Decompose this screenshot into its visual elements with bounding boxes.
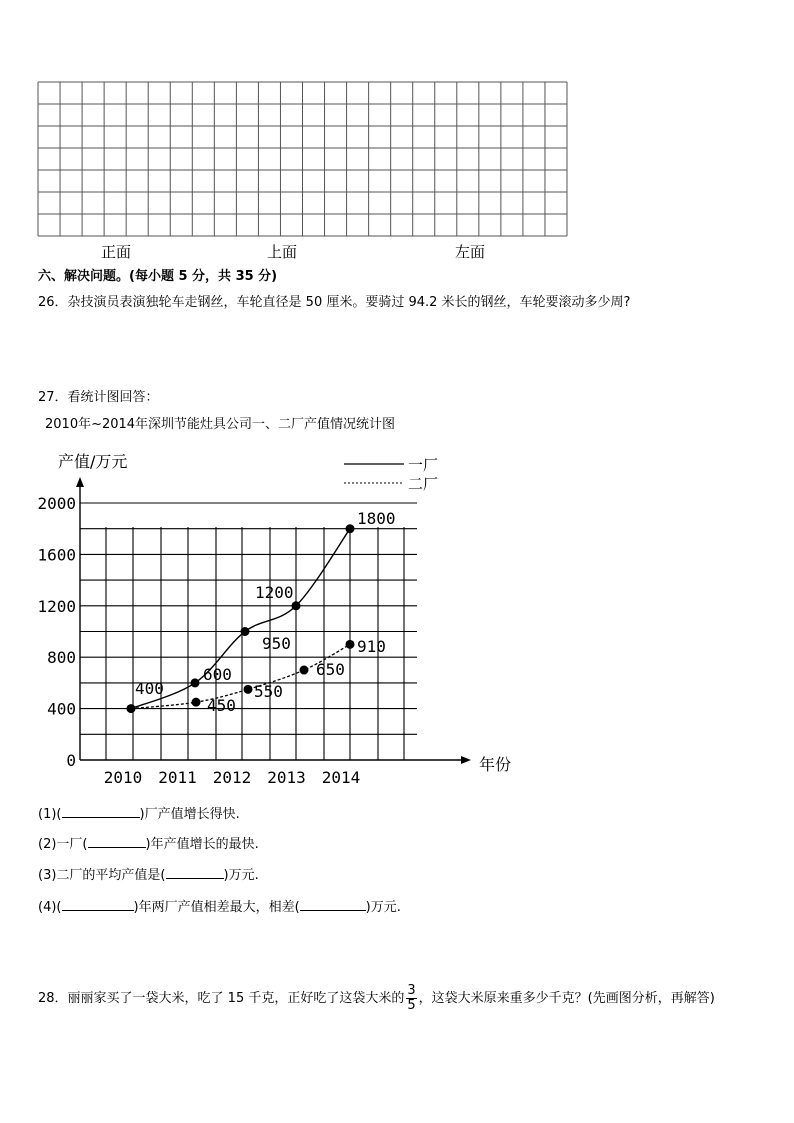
question-27-4 [38,896,401,915]
x-tick-label: 2012 [212,768,252,787]
q27-1-pre: (1)( [38,807,62,822]
legend-label-series-2: 二厂 [408,475,439,493]
answer-blank[interactable] [88,835,146,848]
x-tick-label: 2013 [267,768,306,787]
q27-1-post: )厂产值增长得快. [139,807,240,822]
top-view-label: 上面 [267,243,298,261]
data-label-factory-1: 1800 [357,509,396,528]
question-27-prompt: 27．看统计图回答： [38,390,159,405]
x-tick-label: 2011 [158,768,197,787]
answer-blank[interactable] [300,898,366,911]
answer-blank[interactable] [166,866,224,879]
data-point-factory-2 [192,698,201,707]
question-27-1 [38,803,240,822]
fraction-denominator: 5 [407,998,416,1013]
section-six-title: 六、解决问题。(每小题 5 分，共 35 分) [38,269,278,284]
data-point-factory-1 [346,524,355,533]
y-tick-label: 1600 [37,545,76,565]
data-point-factory-1 [127,704,136,713]
y-tick-label: 2000 [37,494,76,513]
chart-title: 2010年~2014年深圳节能灶具公司一、二厂产值情况统计图 [45,417,396,432]
y-tick-label: 0 [66,751,76,770]
data-label-factory-1: 600 [203,665,232,684]
q27-2-post: )年产值增长的最快. [145,837,259,852]
data-label-factory-1: 400 [135,679,164,698]
q28-pre: 28．丽丽家买了一袋大米，吃了 15 千克，正好吃了这袋大米的 [38,991,405,1006]
front-view-label: 正面 [101,243,132,261]
data-point-factory-2 [300,666,309,675]
data-point-factory-1 [241,627,250,636]
answer-blank[interactable] [62,898,134,911]
q27-4-mid: )年两厂产值相差最大，相差( [133,900,300,915]
answer-blank[interactable] [62,805,140,818]
legend-label-series-1: 一厂 [408,456,439,474]
y-axis-arrow [76,477,84,487]
fraction-three-fifths [406,984,416,1013]
data-point-factory-2 [346,640,355,649]
data-point-factory-1 [292,601,301,610]
data-point-factory-2 [244,685,253,694]
data-label-factory-2: 910 [357,637,386,656]
q27-2-pre: (2)一厂( [38,837,88,852]
data-label-factory-2: 550 [254,682,283,701]
question-26: 26．杂技演员表演独轮车走钢丝，车轮直径是 50 厘米。要骑过 94.2 米长的钢丝，车轮要滚动多少周? [38,295,631,310]
x-axis-label: 年份 [479,755,512,774]
y-tick-label: 1200 [37,596,76,616]
annotation-950: 950 [262,634,291,653]
q27-3-post: )万元. [223,868,259,883]
y-tick-label: 400 [47,699,76,719]
question-27-3 [38,864,259,883]
left-view-label: 左面 [455,243,486,261]
y-tick-label: 800 [47,648,76,668]
data-label-factory-1: 1200 [255,583,294,602]
question-27-2 [38,833,259,852]
x-tick-label: 2010 [103,768,143,787]
q27-4-post: )万元. [365,900,401,915]
q27-3-pre: (3)二厂的平均产值是( [38,868,166,883]
q27-4-pre: (4)( [38,900,62,915]
data-label-factory-2: 450 [207,696,236,715]
q28-post: ，这袋大米原来重多少千克？(先画图分析，再解答) [418,991,715,1006]
data-label-factory-2: 650 [316,660,345,679]
x-axis-arrow [461,756,471,764]
data-point-factory-1 [191,678,200,687]
question-28 [38,984,715,1014]
y-axis-label: 产值/万元 [58,452,128,471]
x-tick-label: 2014 [321,768,361,787]
fraction-numerator: 3 [407,983,416,998]
